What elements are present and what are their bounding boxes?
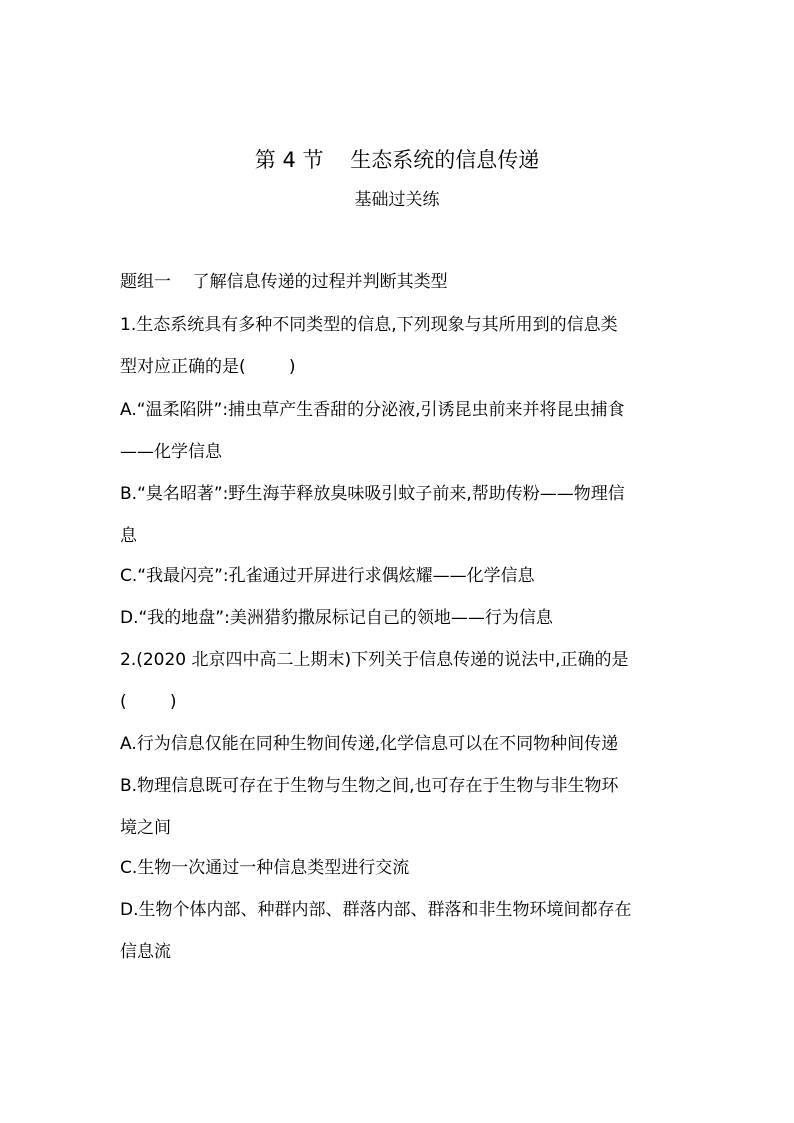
question-2-option-b-line-1: B.物理信息既可存在于生物与生物之间,也可存在于生物与非生物环	[120, 776, 619, 796]
question-1-stem-line-2: 型对应正确的是( )	[120, 357, 296, 377]
section-heading: 题组一 了解信息传递的过程并判断其类型	[120, 272, 448, 292]
question-2-stem-line-1: 2.(2020 北京四中高二上期末)下列关于信息传递的说法中,正确的是	[120, 650, 629, 670]
question-1-option-b-line-2: 息	[120, 526, 137, 546]
question-2-option-c: C.生物一次通过一种信息类型进行交流	[120, 858, 410, 878]
question-1-option-d: D.“我的地盘”:美洲猎豹撒尿标记自己的领地——行为信息	[120, 608, 553, 628]
question-1-stem-line-1: 1.生态系统具有多种不同类型的信息,下列现象与其所用到的信息类	[120, 315, 618, 335]
page-title: 第 4 节 生态系统的信息传递	[254, 148, 540, 172]
question-1-option-a-line-1: A.“温柔陷阱”:捕虫草产生香甜的分泌液,引诱昆虫前来并将昆虫捕食	[120, 400, 625, 420]
question-2-stem-line-2: ( )	[120, 692, 177, 712]
page-subtitle: 基础过关练	[354, 190, 440, 210]
question-1-option-c: C.“我最闪亮”:孔雀通过开屏进行求偶炫耀——化学信息	[120, 566, 535, 586]
question-2-option-b-line-2: 境之间	[120, 818, 171, 838]
question-2-option-d-line-1: D.生物个体内部、种群内部、群落内部、群落和非生物环境间都存在	[120, 900, 632, 920]
question-1-option-a-line-2: ——化学信息	[120, 442, 222, 462]
question-1-option-b-line-1: B.“臭名昭著”:野生海芋释放臭味吸引蚊子前来,帮助传粉——物理信	[120, 484, 625, 504]
question-2-option-d-line-2: 信息流	[120, 942, 171, 962]
question-2-option-a: A.行为信息仅能在同种生物间传递,化学信息可以在不同物种间传递	[120, 734, 619, 754]
